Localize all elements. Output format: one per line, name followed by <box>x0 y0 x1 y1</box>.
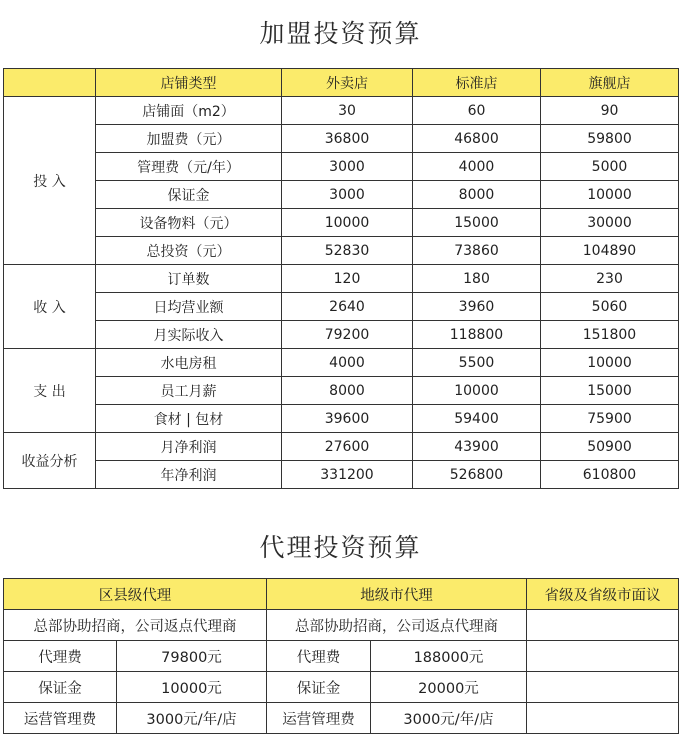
cell-flagship: 5060 <box>541 293 679 321</box>
row-item: 订单数 <box>96 265 282 293</box>
cell-takeout: 331200 <box>282 461 413 489</box>
row-item: 管理费（元/年） <box>96 153 282 181</box>
cell-standard: 73860 <box>413 237 541 265</box>
cell-flagship: 90 <box>541 97 679 125</box>
cell-standard: 526800 <box>413 461 541 489</box>
cell-takeout: 30 <box>282 97 413 125</box>
province-support <box>527 610 679 641</box>
county-label: 代理费 <box>4 641 117 672</box>
cell-flagship: 5000 <box>541 153 679 181</box>
cell-flagship: 15000 <box>541 377 679 405</box>
table-row <box>4 349 679 377</box>
city-label: 保证金 <box>267 672 371 703</box>
header-standard-store: 标准店 <box>413 69 541 97</box>
row-item: 水电房租 <box>96 349 282 377</box>
cell-standard: 59400 <box>413 405 541 433</box>
row-item: 店铺面（m2） <box>96 97 282 125</box>
cell-takeout: 36800 <box>282 125 413 153</box>
cell-flagship: 230 <box>541 265 679 293</box>
city-value: 188000元 <box>371 641 527 672</box>
table-row <box>4 610 679 641</box>
province-value <box>527 641 679 672</box>
table-row <box>4 209 679 237</box>
group-label-investment: 投 入 <box>4 97 96 265</box>
row-item: 月实际收入 <box>96 321 282 349</box>
group-label-profit-analysis: 收益分析 <box>4 433 96 489</box>
agent-investment-table <box>3 578 679 734</box>
row-item: 月净利润 <box>96 433 282 461</box>
cell-flagship: 151800 <box>541 321 679 349</box>
row-item: 保证金 <box>96 181 282 209</box>
cell-flagship: 10000 <box>541 181 679 209</box>
table-row <box>4 321 679 349</box>
province-value <box>527 703 679 734</box>
header-store-type: 店铺类型 <box>96 69 282 97</box>
cell-flagship: 75900 <box>541 405 679 433</box>
agent-investment-title: 代理投资预算 <box>259 533 422 562</box>
table-row <box>4 672 679 703</box>
row-item: 加盟费（元） <box>96 125 282 153</box>
table-row <box>4 125 679 153</box>
franchise-investment-title: 加盟投资预算 <box>259 19 422 48</box>
row-item: 年净利润 <box>96 461 282 489</box>
table-row <box>4 461 679 489</box>
cell-takeout: 3000 <box>282 181 413 209</box>
cell-standard: 10000 <box>413 377 541 405</box>
table-row <box>4 153 679 181</box>
table-row <box>4 237 679 265</box>
table-row <box>4 293 679 321</box>
header-takeout-store: 外卖店 <box>282 69 413 97</box>
city-label: 代理费 <box>267 641 371 672</box>
county-value: 10000元 <box>117 672 267 703</box>
cell-takeout: 4000 <box>282 349 413 377</box>
cell-standard: 180 <box>413 265 541 293</box>
county-value: 3000元/年/店 <box>117 703 267 734</box>
table-row <box>4 703 679 734</box>
table-header-row <box>4 69 679 97</box>
cell-standard: 43900 <box>413 433 541 461</box>
county-value: 79800元 <box>117 641 267 672</box>
cell-takeout: 39600 <box>282 405 413 433</box>
cell-standard: 4000 <box>413 153 541 181</box>
table-row <box>4 641 679 672</box>
group-label-expenses: 支 出 <box>4 349 96 433</box>
cell-standard: 5500 <box>413 349 541 377</box>
cell-standard: 46800 <box>413 125 541 153</box>
row-item: 食材 | 包材 <box>96 405 282 433</box>
franchise-investment-table <box>3 68 679 489</box>
header-county-agent: 区县级代理 <box>4 579 267 610</box>
table-row <box>4 181 679 209</box>
cell-standard: 8000 <box>413 181 541 209</box>
cell-flagship: 30000 <box>541 209 679 237</box>
city-value: 3000元/年/店 <box>371 703 527 734</box>
province-value <box>527 672 679 703</box>
cell-flagship: 10000 <box>541 349 679 377</box>
header-city-agent: 地级市代理 <box>267 579 527 610</box>
group-label-income: 收 入 <box>4 265 96 349</box>
cell-takeout: 8000 <box>282 377 413 405</box>
table-row <box>4 265 679 293</box>
cell-flagship: 50900 <box>541 433 679 461</box>
cell-takeout: 79200 <box>282 321 413 349</box>
cell-takeout: 120 <box>282 265 413 293</box>
table-row <box>4 405 679 433</box>
cell-standard: 3960 <box>413 293 541 321</box>
cell-takeout: 3000 <box>282 153 413 181</box>
cell-standard: 15000 <box>413 209 541 237</box>
header-flagship-store: 旗舰店 <box>541 69 679 97</box>
header-corner <box>4 69 96 97</box>
row-item: 总投资（元） <box>96 237 282 265</box>
cell-takeout: 52830 <box>282 237 413 265</box>
table-row <box>4 377 679 405</box>
row-item: 日均营业额 <box>96 293 282 321</box>
city-label: 运营管理费 <box>267 703 371 734</box>
table-row <box>4 97 679 125</box>
cell-standard: 118800 <box>413 321 541 349</box>
cell-flagship: 59800 <box>541 125 679 153</box>
row-item: 设备物料（元） <box>96 209 282 237</box>
cell-standard: 60 <box>413 97 541 125</box>
county-label: 运营管理费 <box>4 703 117 734</box>
table-row <box>4 433 679 461</box>
city-value: 20000元 <box>371 672 527 703</box>
cell-takeout: 10000 <box>282 209 413 237</box>
city-support: 总部协助招商，公司返点代理商 <box>267 610 527 641</box>
county-label: 保证金 <box>4 672 117 703</box>
table-header-row <box>4 579 679 610</box>
row-item: 员工月薪 <box>96 377 282 405</box>
cell-takeout: 2640 <box>282 293 413 321</box>
cell-takeout: 27600 <box>282 433 413 461</box>
cell-flagship: 104890 <box>541 237 679 265</box>
county-support: 总部协助招商，公司返点代理商 <box>4 610 267 641</box>
cell-flagship: 610800 <box>541 461 679 489</box>
header-province-agent: 省级及省级市面议 <box>527 579 679 610</box>
